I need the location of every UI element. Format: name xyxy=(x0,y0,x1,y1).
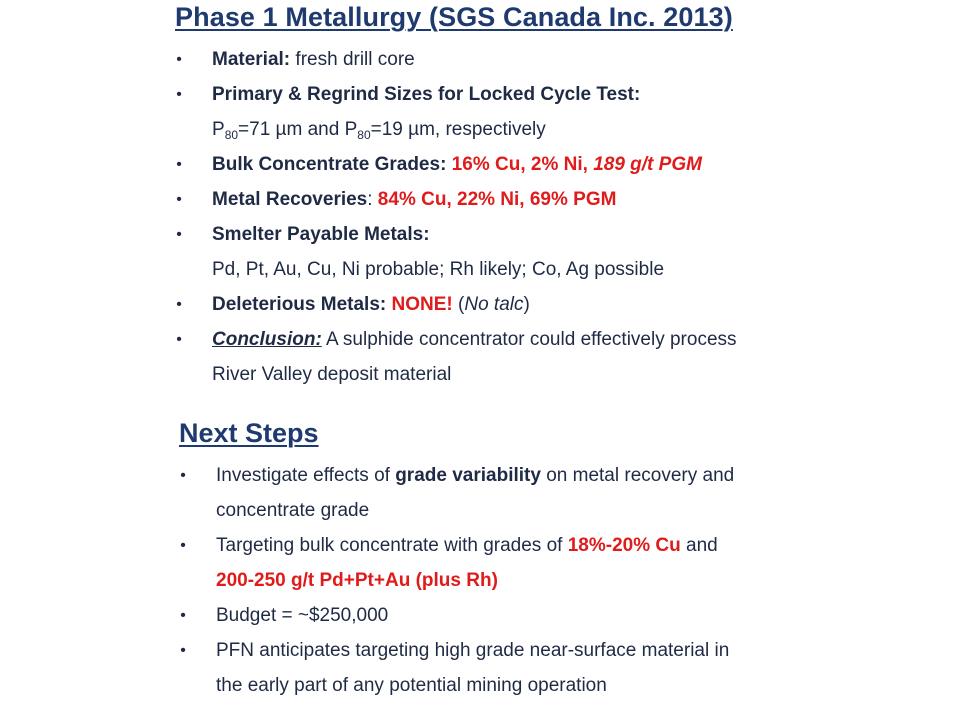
grades-label: Bulk Concentrate Grades: xyxy=(212,154,447,175)
list-item-pfn-line-2: the early part of any potential mining operation xyxy=(216,675,607,696)
list-item-pfn xyxy=(176,633,826,668)
next-steps-heading: Next Steps xyxy=(179,418,319,448)
list-item-conclusion xyxy=(172,322,832,357)
deleterious-note-close: ) xyxy=(523,294,530,315)
bullet-icon: • xyxy=(176,191,182,208)
list-item-budget xyxy=(176,598,826,633)
recoveries-colon: : xyxy=(367,189,373,210)
recoveries-value: 84% Cu, 22% Ni, 69% PGM xyxy=(372,189,617,210)
list-item-conclusion-line-2: River Valley deposit material xyxy=(212,364,452,385)
sizes-value-2: =19 µm, respectively xyxy=(370,119,546,140)
targeting-grade: 18%-20% Cu xyxy=(567,535,681,556)
deleterious-label: Deleterious Metals: xyxy=(212,294,387,315)
bullet-icon: • xyxy=(176,331,182,348)
sizes-subscript: 80 xyxy=(357,128,371,142)
bullet-icon: • xyxy=(176,296,182,313)
sizes-subscript: 80 xyxy=(224,128,239,142)
conclusion-label: Conclusion: xyxy=(212,329,322,350)
list-item-payable-values: Pd, Pt, Au, Cu, Ni probable; Rh likely; Co, Ag possible xyxy=(212,259,665,280)
list-item-variability xyxy=(176,458,826,493)
recoveries-label: Metal Recoveries xyxy=(212,189,368,210)
sizes-p: P xyxy=(212,119,225,140)
list-item-variability-line-2: concentrate grade xyxy=(216,500,370,521)
deleterious-note-open: ( xyxy=(452,294,465,315)
bullet-icon: • xyxy=(180,642,186,659)
grades-value: 16% Cu, 2% Ni, xyxy=(446,154,594,175)
pfn-line-1: PFN anticipates targeting high grade near-surface material in xyxy=(216,640,730,661)
list-item-deleterious xyxy=(172,287,832,322)
next-steps-list xyxy=(176,458,826,703)
bullet-icon: • xyxy=(176,156,182,173)
bullet-icon: • xyxy=(176,51,182,68)
metallurgy-results-list xyxy=(172,42,832,392)
budget-text: Budget = ~$250,000 xyxy=(216,605,389,626)
targeting-pre: Targeting bulk concentrate with grades of xyxy=(216,535,568,556)
bullet-icon: • xyxy=(176,86,182,103)
deleterious-value: NONE! xyxy=(386,294,453,315)
payable-label: Smelter Payable Metals: xyxy=(212,224,430,245)
targeting-post: and xyxy=(680,535,718,556)
material-value: fresh drill core xyxy=(290,49,415,70)
bullet-icon: • xyxy=(180,607,186,624)
material-label: Material: xyxy=(212,49,291,70)
list-item-sizes-values xyxy=(172,112,832,147)
grades-pgm: 189 g/t PGM xyxy=(593,154,702,175)
list-item-recoveries xyxy=(172,182,832,217)
list-item-targeting-line-2: 200-250 g/t Pd+Pt+Au (plus Rh) xyxy=(216,570,498,591)
variability-post: on metal recovery and xyxy=(540,465,735,486)
list-item-sizes xyxy=(172,77,832,112)
deleterious-note: No talc xyxy=(464,294,524,315)
list-item-targeting xyxy=(176,528,826,563)
variability-bold: grade variability xyxy=(395,465,541,486)
list-item-payable xyxy=(172,217,832,252)
sizes-value-1: =71 µm and P xyxy=(238,119,358,140)
page-title: Phase 1 Metallurgy (SGS Canada Inc. 2013) xyxy=(175,2,733,32)
sizes-label: Primary & Regrind Sizes for Locked Cycle Test: xyxy=(212,84,641,105)
list-item-material xyxy=(172,42,832,77)
list-item-grades xyxy=(172,147,832,182)
bullet-icon: • xyxy=(176,226,182,243)
conclusion-line-1: A sulphide concentrator could effectively process xyxy=(321,329,737,350)
variability-pre: Investigate effects of xyxy=(216,465,396,486)
bullet-icon: • xyxy=(180,537,186,554)
bullet-icon: • xyxy=(180,467,186,484)
